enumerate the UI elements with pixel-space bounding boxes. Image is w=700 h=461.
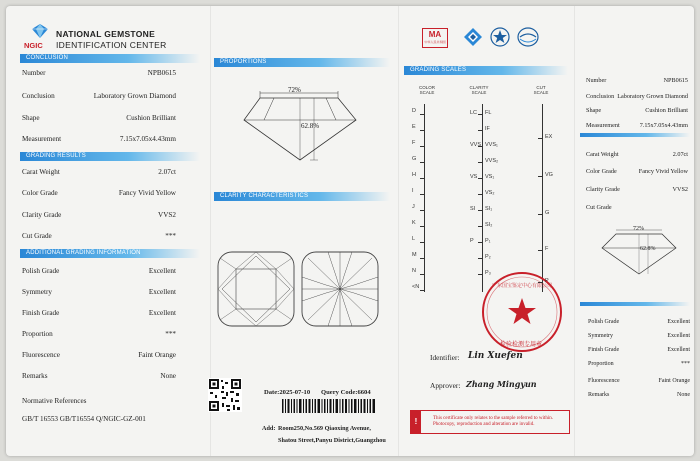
seal-text: 广东国宝鉴定中心有限公司 [492, 284, 553, 289]
org-abbr: NGIC [24, 41, 43, 50]
sum-proportion: Proportion *** [588, 361, 690, 367]
certificate-sheet [6, 6, 694, 456]
clarity-scale-item: VVS₁ [485, 142, 498, 148]
section-grading-results: GRADING RESULTS [20, 152, 200, 161]
approver-signature: Zhang Mingyun [466, 379, 537, 389]
org-name-line2: IDENTIFICATION CENTER [56, 40, 167, 50]
clarity-scale-group: SI [470, 206, 476, 212]
sum-bar-2 [580, 302, 690, 306]
cut-scale-item: EX [545, 134, 553, 140]
prop-table: 72% [288, 86, 301, 94]
sum-polish: Polish Grade Excellent [588, 319, 690, 325]
sum-clarity: Clarity Grade VVS2 [586, 186, 688, 193]
color-scale-item: M [412, 252, 417, 258]
section-grading-scales: GRADING SCALES [404, 66, 568, 75]
notice-text: This certificate only relates to the sample referred to within. Photocopy, reproduction and alteration are invalid. [433, 416, 553, 427]
clarity-scale-item: FL [485, 110, 492, 116]
sum-finish: Finish Grade Excellent [588, 347, 690, 353]
clarity-scale-item: P₁ [485, 238, 491, 244]
row-fluorescence: Fluorescence Faint Orange [22, 351, 176, 359]
row-cut: Cut Grade *** [22, 232, 176, 240]
ilac-logo-icon [517, 27, 539, 47]
sum-number: Number NPB0615 [586, 77, 688, 84]
row-polish: Polish Grade Excellent [22, 267, 176, 275]
row-proportion: Proportion *** [22, 330, 176, 338]
color-scale-item: <N [412, 284, 420, 290]
sum-shape: Shape Cushion Brilliant [586, 107, 688, 114]
sum-remarks: Remarks None [588, 392, 690, 398]
sum-fluorescence: Fluorescence Faint Orange [588, 378, 690, 384]
warning-icon: ! [411, 411, 421, 433]
sum-cut: Cut Grade [586, 204, 612, 211]
cut-scale-head: CUT SCALE [533, 85, 549, 95]
color-scale-item: H [412, 172, 416, 178]
cma-logo-icon: MA 中华人民共和国 [422, 28, 448, 48]
row-finish: Finish Grade Excellent [22, 309, 176, 317]
address-line1: Room250,No.569 Qiaoxing Avenue, [278, 425, 371, 432]
sum-carat: Carat Weight 2.07ct [586, 151, 688, 158]
ngic-logo-icon [32, 24, 48, 38]
clarity-scale-item: VS₁ [485, 174, 495, 180]
color-scale-item: N [412, 268, 416, 274]
section-conclusion: CONCLUSION [20, 54, 200, 63]
sum-symmetry: Symmetry Excellent [588, 333, 690, 339]
color-scale-item: I [412, 188, 414, 194]
identifier-label: Identifier: [430, 353, 460, 362]
query-code: Query Code:6604 [321, 389, 371, 396]
clarity-scale-item: SI₂ [485, 222, 493, 228]
sum-prop-table: 72% [633, 226, 644, 232]
cut-scale-item: P [545, 278, 549, 284]
clarity-scale-group: P [470, 238, 474, 244]
clarity-plot-crown [216, 250, 296, 328]
address-label: Add: [262, 425, 276, 432]
normative-title: Normative References [22, 397, 87, 405]
row-conclusion: Conclusion Laboratory Grown Diamond [22, 92, 176, 100]
clarity-scale-item: SI₁ [485, 206, 493, 212]
row-remarks: Remarks None [22, 372, 176, 380]
clarity-scale-group: VVS [470, 142, 482, 148]
identifier-signature: Lin Xuefen [468, 351, 523, 361]
section-clarity: CLARITY CHARACTERISTICS [214, 192, 390, 201]
clarity-scale-head: CLARITY SCALE [469, 85, 489, 95]
row-clarity: Clarity Grade VVS2 [22, 211, 176, 219]
clarity-scale-item: IF [485, 126, 490, 132]
proportion-diagram [230, 86, 370, 166]
sum-color: Color Grade Fancy Vivid Yellow [586, 168, 688, 175]
clarity-scale-line [482, 104, 483, 292]
color-scale-head: COLOR SCALE [418, 85, 435, 95]
row-color: Color Grade Fancy Vivid Yellow [22, 189, 176, 197]
cut-scale-item: VG [545, 172, 553, 178]
section-additional: ADDITIONAL GRADING INFORMATION [20, 249, 200, 258]
color-scale-item: F [412, 140, 416, 146]
clarity-scale-item: P₂ [485, 254, 491, 260]
section-proportions: PROPORTIONS [214, 58, 390, 67]
color-scale-line [424, 104, 425, 292]
row-measurement: Measurement 7.15x7.05x4.43mm [22, 135, 176, 143]
qr-code-icon [208, 378, 242, 412]
sum-measurement: Measurement 7.15x7.05x4.43mm [586, 122, 688, 129]
cut-scale-item: F [545, 246, 549, 252]
clarity-scale-group: VS [470, 174, 478, 180]
sum-prop-depth: 62.8% [640, 246, 656, 252]
seal-subtext: 检验检测专用章 [500, 342, 543, 348]
color-scale-item: G [412, 156, 417, 162]
cnas-logo-icon [464, 28, 482, 46]
address-line2: Shatou Street,Panyu District,Guangzhou [278, 437, 386, 444]
org-name-line1: NATIONAL GEMSTONE [56, 29, 156, 39]
cut-scale-line [542, 104, 543, 292]
sum-bar-1 [580, 133, 690, 137]
color-scale-item: D [412, 108, 416, 114]
row-shape: Shape Cushion Brilliant [22, 114, 176, 122]
row-number: Number NPB0615 [22, 69, 176, 77]
prop-depth: 62.8% [301, 122, 320, 130]
notice-box [410, 410, 570, 434]
barcode-icon [282, 399, 376, 413]
color-scale-item: L [412, 236, 416, 242]
row-symmetry: Symmetry Excellent [22, 288, 176, 296]
color-scale-item: K [412, 220, 416, 226]
report-date: Date:2025-07-10 [264, 389, 311, 396]
star-logo-icon [490, 27, 510, 47]
row-carat: Carat Weight 2.07ct [22, 168, 176, 176]
approver-label: Approver: [430, 381, 461, 390]
normative-refs: GB/T 16553 GB/T16554 Q/NGIC-GZ-001 [22, 415, 146, 423]
sum-proportion-diagram [596, 226, 682, 278]
color-scale-item: J [412, 204, 415, 210]
cut-scale-item: G [545, 210, 550, 216]
sum-conclusion: Conclusion Laboratory Grown Diamond [586, 93, 688, 100]
clarity-scale-group: LC [470, 110, 478, 116]
clarity-scale-item: P₃ [485, 270, 491, 276]
clarity-scale-item: VVS₂ [485, 158, 499, 164]
clarity-scale-item: VS₂ [485, 190, 495, 196]
color-scale-item: E [412, 124, 416, 130]
clarity-plot-pavilion [300, 250, 380, 328]
